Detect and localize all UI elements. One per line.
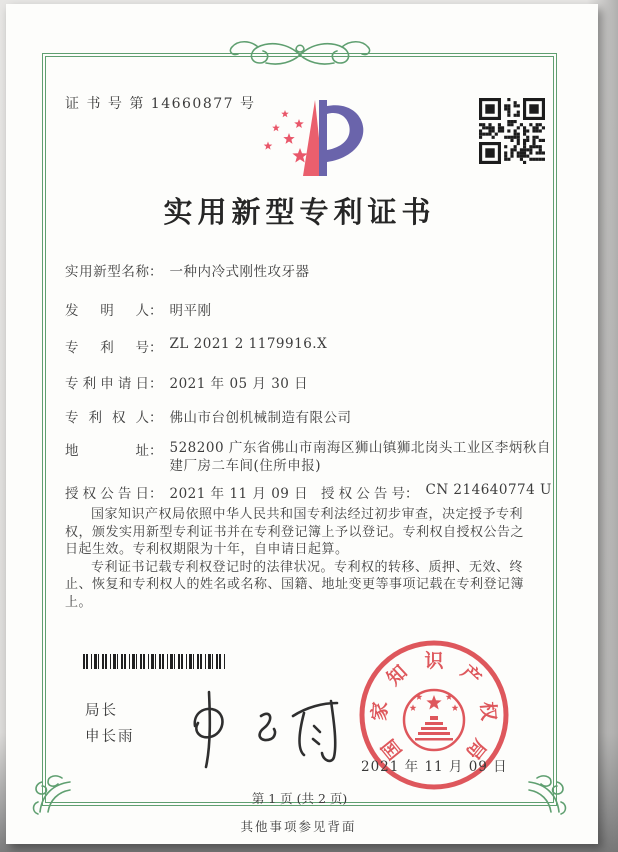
seal-date: 2021 年 11 月 09 日: [361, 759, 508, 775]
border-top-flourish-ornament: [200, 37, 400, 71]
legal-paragraph-2: 专利证书记载专利权登记时的法律状况。专利权的转移、质押、无效、终止、恢复和专利权人的姓名或名称、国籍、地址变更等事项记载在专利登记簿上。: [65, 559, 525, 610]
field-value: ZL 2021 2 1179916.X: [169, 336, 328, 352]
svg-text:知: 知: [382, 660, 412, 691]
director-signature-icon: [173, 682, 358, 774]
field-label: 实用新型名称: [65, 264, 149, 280]
field-colon: ：: [149, 410, 163, 426]
field-label: 地址: [65, 443, 149, 459]
field-label: 授权公告日: [65, 486, 149, 502]
logo-p-bowl: [327, 105, 363, 162]
svg-text:识: 识: [424, 650, 444, 672]
field-label: 授权公告号: [321, 486, 405, 502]
field-grant-number: [321, 482, 552, 502]
field-row-grant-announcement: [65, 482, 552, 502]
certificate-border-frame: [42, 53, 557, 806]
field-label: 专利号: [65, 340, 149, 356]
field-colon: ：: [149, 303, 163, 319]
svg-text:局: 局: [461, 734, 491, 764]
svg-text:家: 家: [368, 700, 392, 722]
field-colon: ：: [405, 486, 419, 502]
field-value: 2021 年 11 月 09 日: [169, 486, 309, 502]
field-row-inventor: [65, 299, 212, 319]
field-row-address: [65, 439, 554, 475]
legal-body-text: [65, 506, 537, 611]
field-colon: ：: [149, 264, 163, 280]
cnipa-patent-logo-icon: [255, 90, 377, 182]
field-value: 一种内冷式刚性攻牙器: [169, 264, 310, 280]
field-value: 528200 广东省佛山市南海区狮山镇狮北岗头工业区李炳秋自建厂房二车间(住所申报): [169, 440, 551, 474]
field-value: CN 214640774 U: [425, 482, 552, 498]
field-colon: ：: [149, 340, 163, 356]
svg-text:权: 权: [476, 700, 500, 722]
svg-text:国: 国: [377, 734, 407, 764]
legal-paragraph-1: 国家知识产权局依照中华人民共和国专利法经过初步审查，决定授予专利权，颁发实用新型专利证书并在专利登记簿上予以登记。专利权自授权公告之日起生效。专利权期限为十年，自申请日起算。: [65, 507, 525, 557]
director-title: 局长: [85, 703, 118, 719]
field-value: 佛山市台创机械制造有限公司: [169, 410, 352, 426]
field-row-utility-model-name: [65, 260, 310, 280]
field-label: 专利权人: [65, 410, 149, 426]
field-row-filing-date: [65, 372, 308, 392]
field-value: 明平刚: [169, 303, 212, 319]
svg-text:产: 产: [456, 660, 486, 691]
field-row-patentee: [65, 406, 352, 426]
field-row-patent-number: [65, 336, 327, 356]
field-value: 2021 年 05 月 30 日: [169, 376, 309, 392]
field-colon: ：: [149, 443, 163, 459]
certificate-number: 证 书 号 第 14660877 号: [65, 96, 256, 112]
page-number: 第 1 页 (共 2 页): [251, 791, 348, 806]
logo-p-stem: [319, 100, 327, 176]
field-colon: ：: [149, 376, 163, 392]
field-label: 发明人: [65, 303, 149, 319]
certificate-title: 实用新型专利证书: [163, 195, 436, 229]
certificate-page: [6, 4, 598, 844]
director-name: 申长雨: [85, 729, 135, 745]
back-side-note: 其他事项参见背面: [240, 819, 357, 834]
barcode-icon: [83, 654, 226, 669]
field-label: 专利申请日: [65, 376, 149, 392]
qr-code-icon: [479, 98, 545, 164]
seal-national-emblem: [404, 690, 464, 750]
field-colon: ：: [149, 486, 163, 502]
